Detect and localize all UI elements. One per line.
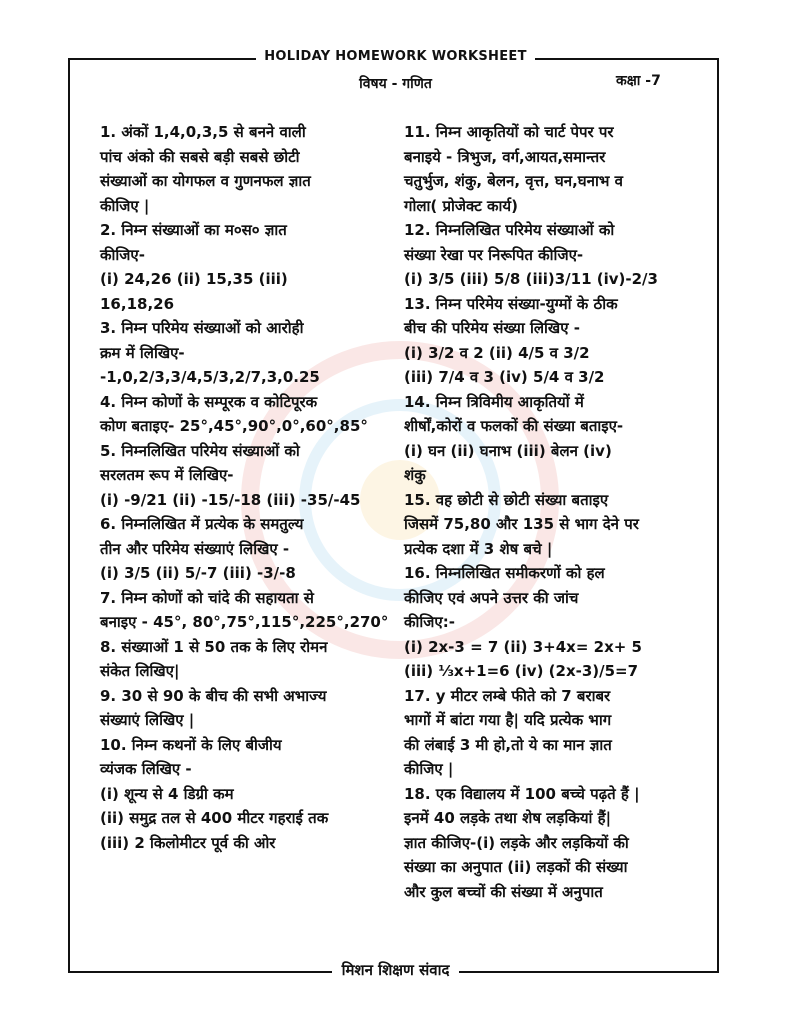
worksheet-title <box>0 49 791 64</box>
question-line: (i) 3/2 व 2 (ii) 4/5 व 3/2 <box>404 343 590 362</box>
question-line: 9. 30 से 90 के बीच की सभी अभाज्य <box>100 686 327 705</box>
footer <box>0 960 791 980</box>
question-line: 17. y मीटर लम्बे फीते को 7 बराबर <box>404 686 611 705</box>
question-line: इनमें 40 लड़के तथा शेष लड़कियां हैं| <box>404 809 612 827</box>
question-line: गोला( प्रोजेक्ट कार्य) <box>404 196 518 215</box>
question-line: जिसमें 75,80 और 135 से भाग देने पर <box>404 515 639 533</box>
question-line: प्रत्येक दशा में 3 शेष बचे | <box>404 539 553 558</box>
question-line: कोण बताइए- 25°,45°,90°,0°,60°,85° <box>100 417 368 435</box>
question-line: कीजिए | <box>404 760 454 778</box>
question-line: 8. संख्याओं 1 से 50 तक के लिए रोमन <box>100 637 328 656</box>
question-line: और कुल बच्चों की संख्या में अनुपात <box>404 882 603 901</box>
question-line: 6. निम्नलिखित में प्रत्येक के समतुल्य <box>100 515 304 533</box>
question-line: (i) 24,26 (ii) 15,35 (iii) <box>100 270 288 288</box>
question-line: (iii) ⅓x+1=6 (iv) (2x-3)/5=7 <box>404 662 639 680</box>
question-line: 1. अंकों 1,4,0,3,5 से बनने वाली <box>100 123 306 141</box>
question-line: 18. एक विद्यालय में 100 बच्चे पढ़ते हैं | <box>404 784 640 803</box>
question-line: शंकु <box>404 466 426 484</box>
class-label: कक्षा -7 <box>616 73 661 89</box>
question-line: संकेत लिखिए| <box>100 662 180 680</box>
question-line: (iii) 2 किलोमीटर पूर्व की ओर <box>100 833 276 852</box>
question-line: 5. निम्नलिखित परिमेय संख्याओं को <box>100 441 300 460</box>
question-line: 14. निम्न त्रिविमीय आकृतियों में <box>404 392 584 411</box>
question-line: 13. निम्न परिमेय संख्या-युग्मों के ठीक <box>404 294 618 313</box>
question-line: (i) शून्य से 4 डिग्री कम <box>100 784 234 803</box>
question-line: (iii) 7/4 व 3 (iv) 5/4 व 3/2 <box>404 368 605 386</box>
question-line: 16. निम्नलिखित समीकरणों को हल <box>404 564 605 582</box>
footer-text: मिशन शिक्षण संवाद <box>332 961 460 979</box>
right-column <box>404 120 711 904</box>
question-line: बनाइए - 45°, 80°,75°,115°,225°,270° <box>100 613 389 631</box>
question-line: 2. निम्न संख्याओं का म०स० ज्ञात <box>100 221 287 239</box>
question-line: शीर्षों,कोरों व फलकों की संख्या बताइए- <box>404 417 624 435</box>
question-line: की लंबाई 3 मी हो,तो ये का मान ज्ञात <box>404 735 612 754</box>
question-line: (i) घन (ii) घनाभ (iii) बेलन (iv) <box>404 441 612 460</box>
question-line: सरलतम रूप में लिखिए- <box>100 466 234 484</box>
question-line: संख्या रेखा पर निरूपित कीजिए- <box>404 245 584 264</box>
question-line: 11. निम्न आकृतियों को चार्ट पेपर पर <box>404 123 614 141</box>
question-line: बीच की परिमेय संख्या लिखिए - <box>404 319 580 337</box>
subject-label: विषय - गणित <box>359 76 432 92</box>
question-line: बनाइये - त्रिभुज, वर्ग,आयत,समान्तर <box>404 147 606 166</box>
question-line: 16,18,26 <box>100 294 175 313</box>
question-line: ज्ञात कीजिए-(i) लड़के और लड़कियों की <box>404 833 629 852</box>
question-line: क्रम में लिखिए- <box>100 343 185 362</box>
question-line: संख्या का अनुपात (ii) लड़कों की संख्या <box>404 858 628 876</box>
question-line: 3. निम्न परिमेय संख्याओं को आरोही <box>100 319 304 337</box>
question-line: चतुर्भुज, शंकु, बेलन, वृत्त, घन,घनाभ व <box>404 172 623 190</box>
question-line: 12. निम्नलिखित परिमेय संख्याओं को <box>404 221 615 239</box>
question-line: कीजिए:- <box>404 613 455 631</box>
question-line: संख्याओं का योगफल व गुणनफल ज्ञात <box>100 172 311 190</box>
question-line: कीजिए | <box>100 196 150 215</box>
left-column <box>100 120 395 855</box>
question-line: तीन और परिमेय संख्याएं लिखिए - <box>100 539 290 558</box>
question-line: पांच अंको की सबसे बड़ी सबसे छोटी <box>100 147 300 166</box>
question-line: (ii) समुद्र तल से 400 मीटर गहराई तक <box>100 809 329 827</box>
question-line: (i) 2x-3 = 7 (ii) 3+4x= 2x+ 5 <box>404 637 642 656</box>
question-line: (i) 3/5 (iii) 5/8 (iii)3/11 (iv)-2/3 <box>404 270 658 288</box>
question-line: संख्याएं लिखिए | <box>100 711 195 729</box>
question-line: (i) 3/5 (ii) 5/-7 (iii) -3/-8 <box>100 564 296 582</box>
question-line: कीजिए- <box>100 245 145 264</box>
question-line: कीजिए एवं अपने उत्तर की जांच <box>404 588 579 607</box>
question-line: (i) -9/21 (ii) -15/-18 (iii) -35/-45 <box>100 490 361 509</box>
question-line: भागों में बांटा गया है| यदि प्रत्येक भाग <box>404 711 612 729</box>
question-line: व्यंजक लिखिए - <box>100 760 192 778</box>
question-line: 7. निम्न कोणों को चांदे की सहायता से <box>100 588 314 607</box>
question-line: 15. वह छोटी से छोटी संख्या बताइए <box>404 490 609 509</box>
question-line: 4. निम्न कोणों के सम्पूरक व कोटिपूरक <box>100 392 318 411</box>
question-line: 10. निम्न कथनों के लिए बीजीय <box>100 735 282 754</box>
question-line: -1,0,2/3,3/4,5/3,2/7,3,0.25 <box>100 368 320 386</box>
worksheet-title-text: HOLIDAY HOMEWORK WORKSHEET <box>256 49 535 64</box>
